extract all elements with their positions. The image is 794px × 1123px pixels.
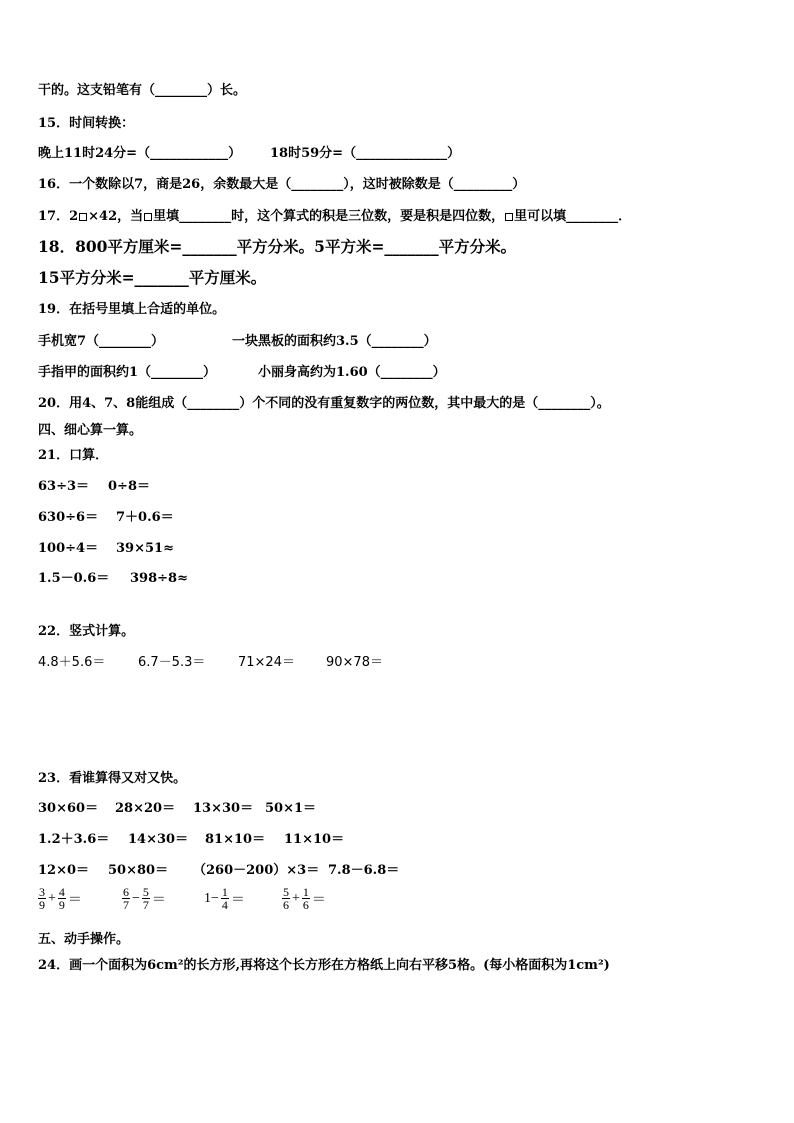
- q21-r2a: 630÷6＝: [38, 510, 99, 525]
- q17: [38, 209, 631, 225]
- q17-pre: 17．2: [38, 209, 79, 224]
- q21-r1a: 63÷3＝: [38, 479, 90, 494]
- fraction-expr-3: [202, 886, 247, 911]
- q19-b: 一块黑板的面积约3.5（________）: [232, 334, 437, 349]
- numerator: 6: [123, 885, 129, 899]
- box-icon: [79, 213, 87, 221]
- q23-r1a: 30×60＝: [38, 801, 99, 816]
- q21-r1b: 0÷8＝: [108, 479, 150, 494]
- numerator: 1: [302, 885, 309, 899]
- q21-title: 21．口算．: [38, 448, 109, 463]
- q23-r2b: 14×30＝: [128, 832, 189, 847]
- q19-a: 手机宽7（________）: [38, 334, 165, 349]
- equals: ＝: [230, 892, 245, 908]
- q18-a: 18．800平方厘米=_______平方分米。5平方米=_______平方分米。: [38, 237, 517, 256]
- q23-r3a: 12×0＝: [38, 863, 90, 878]
- fraction-expr-1: [38, 886, 84, 911]
- section-5: 五、动手操作。: [38, 932, 130, 947]
- q23-r3b: 50×80＝: [108, 863, 169, 878]
- operator: +: [48, 890, 56, 906]
- q22-a: 4.8＋5.6＝: [38, 655, 106, 670]
- q23-r3d: 7.8－6.8＝: [328, 863, 400, 878]
- q20: 20．用4、7、8能组成（________）个不同的没有重复数字的两位数，其中最大的是（________）。: [38, 396, 610, 411]
- q23-r2d: 11×10＝: [284, 832, 345, 847]
- q23-title: 23．看谁算得又对又快。: [38, 771, 187, 786]
- section-4: 四、细心算一算。: [38, 423, 143, 438]
- q23-r1c: 13×30＝: [193, 801, 254, 816]
- numerator: 5: [283, 885, 289, 899]
- box-icon: [144, 213, 152, 221]
- line-pencil: 干的。这支铅笔有（________）长。: [38, 83, 247, 98]
- q15-a: 晚上11时24分=（____________）: [38, 146, 242, 161]
- q22-d: 90×78＝: [326, 655, 383, 670]
- q22-b: 6.7－5.3＝: [138, 655, 206, 670]
- q18-b: 15平方分米=_______平方厘米。: [38, 268, 267, 287]
- denominator: 7: [142, 898, 149, 912]
- operator: −: [132, 890, 140, 906]
- q24: 24．画一个面积为6cm²的长方形,再将这个长方形在方格纸上向右平移5格。(每小格面积为1cm²): [38, 958, 610, 973]
- box-icon: [505, 213, 513, 221]
- equals: ＝: [311, 892, 326, 908]
- q19-title: 19．在括号里填上合适的单位。: [38, 302, 226, 317]
- q17-mid2: 里填________时，这个算式的积是三位数，要是积是四位数，: [153, 209, 505, 224]
- q23-r1d: 50×1＝: [265, 801, 317, 816]
- q21-r4b: 398÷8≈: [130, 571, 188, 586]
- q21-r3b: 39×51≈: [116, 541, 174, 556]
- q15-title: 15．时间转换：: [38, 116, 135, 131]
- denominator: 9: [58, 898, 65, 912]
- q21-r3a: 100÷4＝: [38, 541, 99, 556]
- denominator: 7: [123, 898, 129, 912]
- fraction-expr-2: [122, 886, 168, 911]
- denominator: 6: [283, 898, 289, 912]
- numerator: 3: [39, 885, 45, 899]
- fraction-expr-4: [282, 886, 328, 911]
- q22-title: 22．竖式计算。: [38, 624, 135, 639]
- denominator: 4: [221, 898, 228, 912]
- q17-mid1: ×42，当: [88, 209, 144, 224]
- q21-r2b: 7＋0.6＝: [116, 510, 174, 525]
- q21-r4a: 1.5－0.6＝: [38, 571, 110, 586]
- operator: +: [292, 890, 300, 906]
- denominator: 6: [302, 898, 309, 912]
- q19-c: 手指甲的面积约1（________）: [38, 365, 217, 380]
- q15-b: 18时59分=（______________）: [270, 146, 461, 161]
- equals: ＝: [151, 892, 166, 908]
- numerator: 4: [58, 885, 65, 899]
- q16: 16．一个数除以7，商是26，余数最大是（________），这时被除数是（_________）: [38, 177, 526, 192]
- denominator: 9: [39, 898, 45, 912]
- numerator: 1: [221, 885, 228, 899]
- q23-r2a: 1.2＋3.6＝: [38, 832, 110, 847]
- numerator: 5: [142, 885, 149, 899]
- whole-minus: 1−: [204, 890, 219, 906]
- q19-d: 小丽身高约为1.60（________）: [258, 365, 446, 380]
- q23-r1b: 28×20＝: [115, 801, 176, 816]
- q23-r3c: （260－200）×3＝: [193, 863, 320, 878]
- q22-c: 71×24＝: [238, 655, 295, 670]
- q17-end: 里可以填________．: [514, 209, 632, 224]
- q23-r2c: 81×10＝: [205, 832, 266, 847]
- equals: ＝: [67, 892, 82, 908]
